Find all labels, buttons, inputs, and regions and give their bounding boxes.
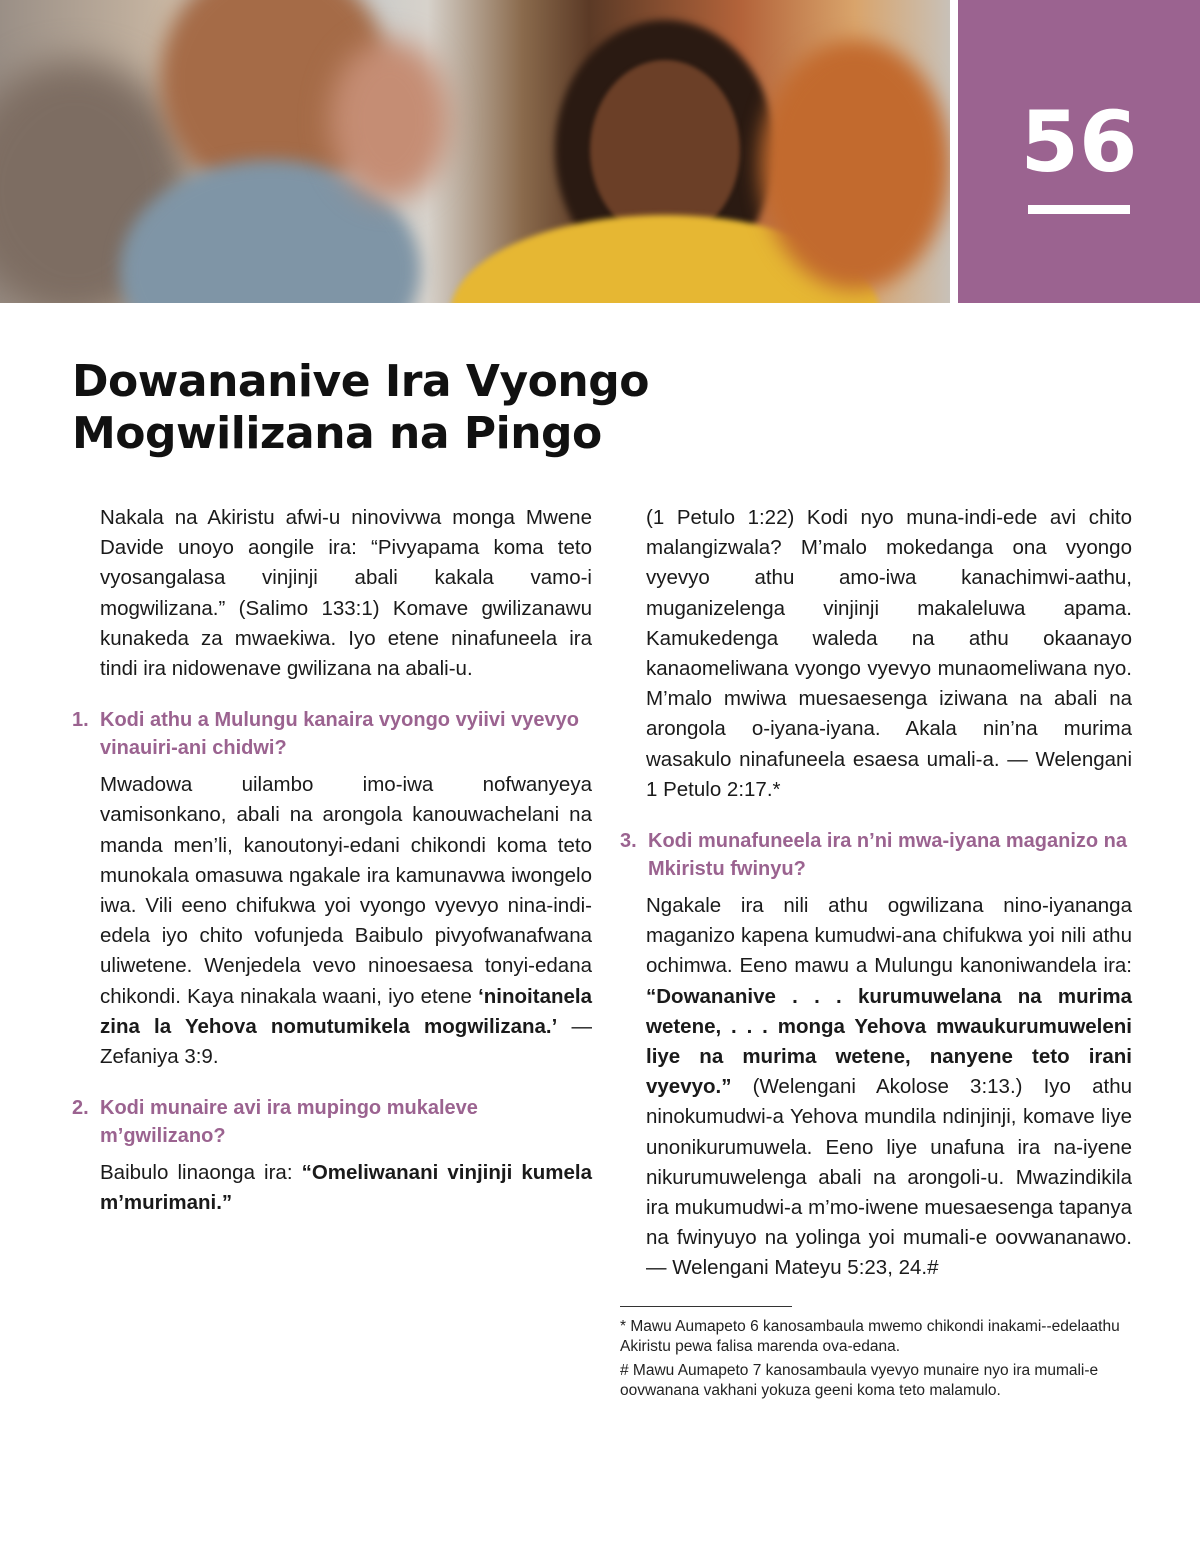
question-3: 3. Kodi munafuneela ira n’ni mwa-iyana maganizo na Mkiristu fwinyu?	[620, 830, 1127, 881]
hero-photo	[0, 0, 950, 303]
answer-1: Mwadowa uilambo imo-iwa nofwanyeya vamisonkano, abali na arongola kanouwachelani na manda men’li, kanoutonyi-edani chikondi koma teto munokala omasuwa ngakale ira kamunavwa iwongelo iwa. Vili eeno chifukwa yoi vyongo vyevyo nina-indi-edela iyo chito vofunjeda Baibulo pivyofwanafwana uliwetene. Wenjedela vevo ninoesaesa tonyi-edana chikondi. Kaya ninakala waani, iyo etene ‘ninoitanela zina la Yehova nomutumikela mogwilizana.’ — Zefaniya 3:9.	[100, 773, 593, 1069]
title-line-2: Mogwilizana na Pingo	[72, 408, 602, 459]
chapter-underline	[1028, 205, 1130, 214]
title-line-1: Dowananive Ira Vyongo	[72, 356, 649, 407]
footnote-2: # Mawu Aumapeto 7 kanosambaula vyevyo munaire nyo ira mumali-e oovwanana vakhani yokuza geeni koma teto malamulo.	[620, 1361, 1099, 1399]
page-title	[72, 356, 892, 460]
question-2: 2. Kodi munaire avi ira mupingo mukaleve m’gwilizano?	[72, 1097, 478, 1148]
answer-2: Baibulo linaonga ira: “Omeliwanani vinjinji kumela m’murimani.”	[100, 1161, 593, 1215]
left-column	[72, 503, 592, 1219]
footnote-divider	[620, 1306, 792, 1307]
intro-paragraph: Nakala na Akiristu afwi-u ninovivwa monga Mwene Davide unoyo aongile ira: “Pivyapama koma teto vyosangalasa vinjinji abali kakala vamo-i mogwilizana.” (Salimo 133:1) Komave gwilizanawu kunakeda za mwaekiwa. Iyo etene ninafuneela ira tindi ira nidowenave gwilizana na abali-u.	[100, 506, 592, 681]
chapter-number: 56	[1020, 93, 1138, 191]
question-1: 1. Kodi athu a Mulungu kanaira vyongo vyiivi vyevyo vinauiri-ani chidwi?	[72, 709, 580, 760]
answer-2-continued: (1 Petulo 1:22) Kodi nyo muna-indi-ede avi chito malangizwala? M’malo mokedanga ona vyongo vyevyo athu amo-iwa kanachimwi-aathu, muganizelenga vinjinji makaleluwa apama. Kamukedenga waleda na athu okaanayo kanaomeliwana vyongo vyevyo munaomeliwana nyo. M’malo mwiwa muesaesenga iziwana na abali na arongola o-iyana-iyana. Akala nin’na murima wasakulo ninafuneela esaesa umali-a. — Welengani 1 Petulo 2:17.*	[646, 506, 1132, 801]
footnote-1: * Mawu Aumapeto 6 kanosambaula mwemo chikondi inakami--edelaathu Akiristu pewa falisa marenda ova-edana.	[620, 1317, 1120, 1355]
answer-3: Ngakale ira nili athu ogwilizana nino-iyananga maganizo kapena kumudwi-ana chifukwa yoi nili athu ochimwa. Eeno mawu a Mulungu kanoniwandela ira: “Dowananive . . . kurumuwelana na murima wetene, . . . monga Yehova mwaukurumuweleni liye na murima wetene, nanyene teto irani vyevyo.” (Welengani Akolose 3:13.) Iyo athu ninokumudwi-a Yehova mundila ndinjinji, komave liye unonikurumuwela. Eeno liye unafuna ira na-iyene nikurumuwelenga abali na arongoli-u. Mwazindikila ira mukumudwi-a m’mo-iwene muesaesenga tapanya na fwinyuyo na yolinga yoi mumali-e oovwananawo. — Welengani Mateyu 5:23, 24.#	[646, 894, 1132, 1280]
chapter-badge	[958, 0, 1200, 303]
right-column	[620, 503, 1132, 1405]
